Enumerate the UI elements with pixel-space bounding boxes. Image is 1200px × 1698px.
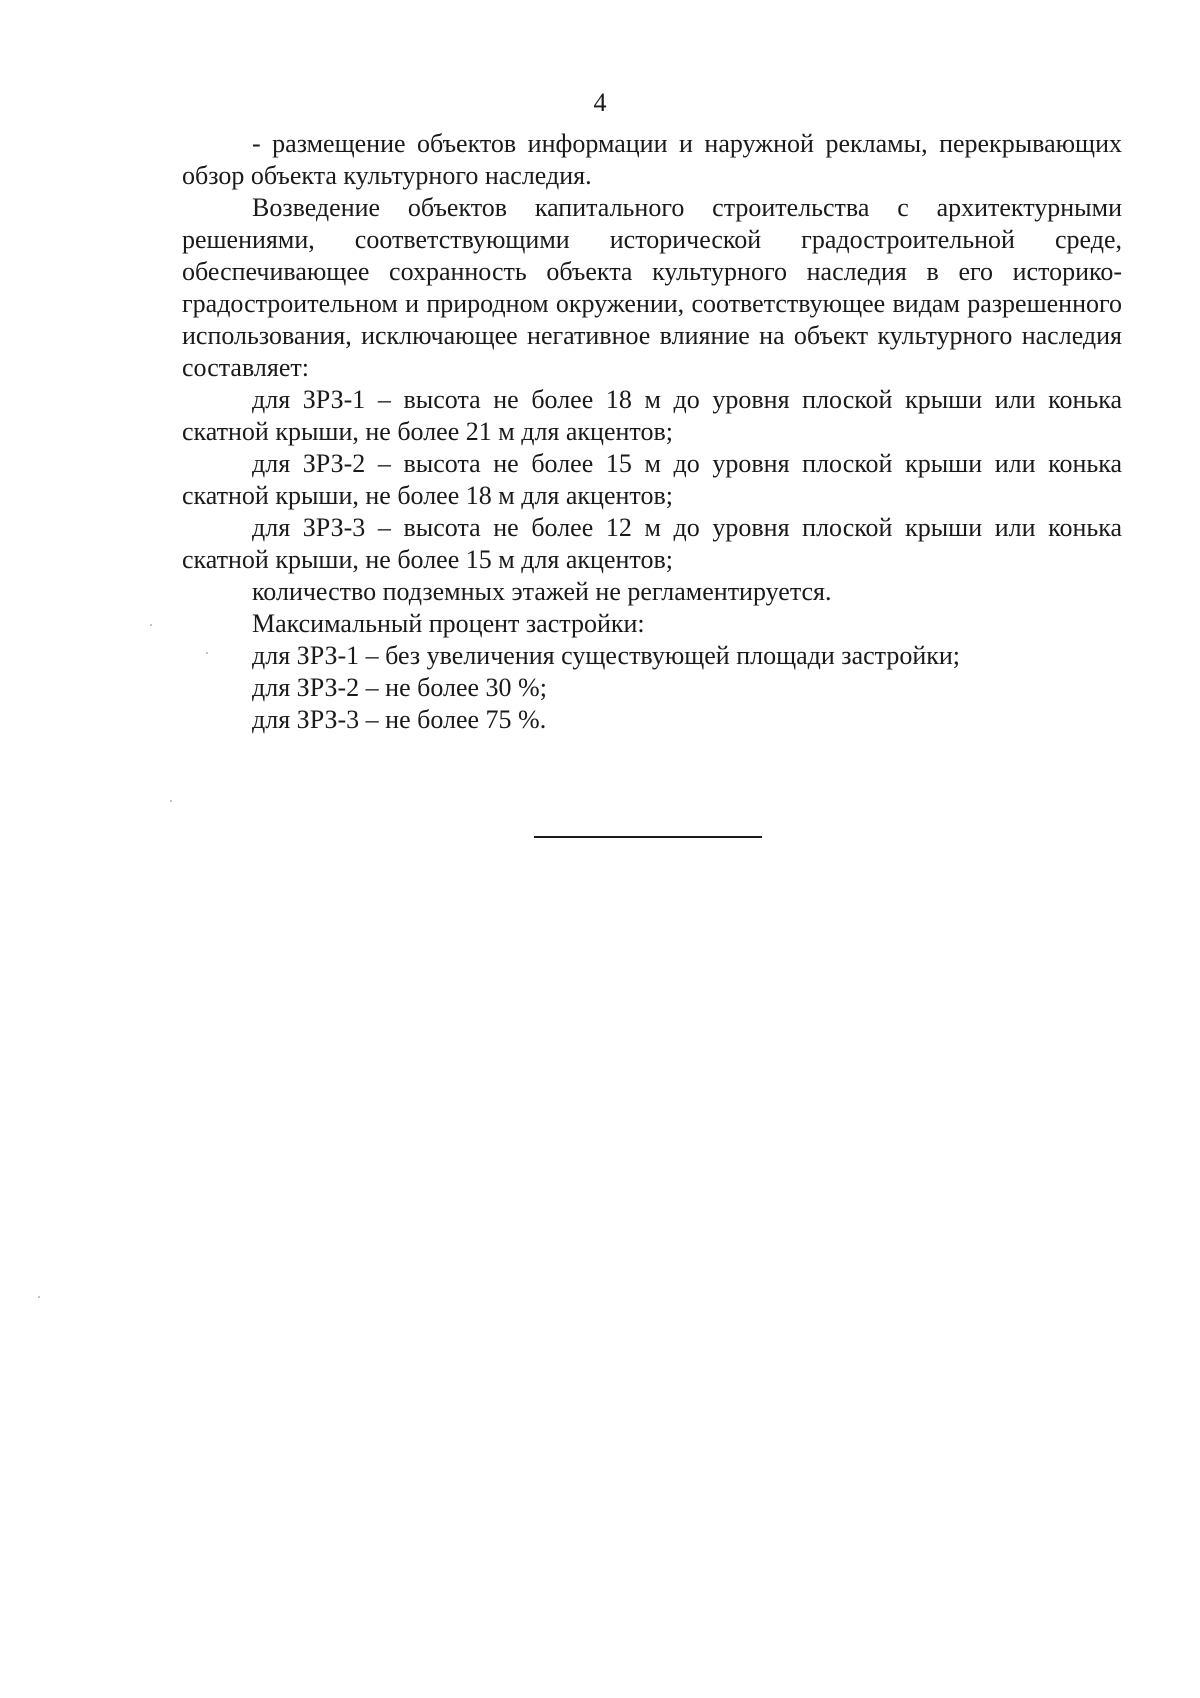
document-body (182, 128, 1122, 736)
page-number: 4 (593, 88, 607, 117)
paragraph-advertising-ban: - размещение объектов информации и наружной рекламы, перекрывающих обзор объекта культурного наследия. (182, 129, 1122, 190)
paragraph-zrz1-percent: для ЗРЗ-1 – без увеличения существующей площади застройки; (252, 641, 961, 670)
scan-speck (206, 652, 208, 654)
end-of-text-rule (534, 836, 762, 838)
paragraph-max-building-percent: Максимальный процент застройки: (252, 609, 645, 638)
paragraph-construction-requirements: Возведение объектов капитального строительства с архитектурными решениями, соответствующими исторической градостроительной среде, обеспечивающее сохранность объекта культурного наследия в его историко-градостроительном и природном окружении, соответствующее видам разрешенного использования, исключающее негативное влияние на объект культурного наследия составляет: (182, 193, 1122, 382)
paragraph-underground-floors: количество подземных этажей не регламентируется. (252, 577, 832, 606)
paragraph-zrz2-height: для ЗРЗ-2 – высота не более 15 м до уровня плоской крыши или конька скатной крыши, не более 18 м для акцентов; (182, 449, 1122, 510)
paragraph-zrz1-height: для ЗРЗ-1 – высота не более 18 м до уровня плоской крыши или конька скатной крыши, не более 21 м для акцентов; (182, 385, 1122, 446)
scan-speck (170, 800, 172, 802)
scan-speck (150, 624, 152, 626)
paragraph-zrz3-height: для ЗРЗ-3 – высота не более 12 м до уровня плоской крыши или конька скатной крыши, не более 15 м для акцентов; (182, 513, 1122, 574)
scan-speck (38, 1296, 40, 1298)
paragraph-zrz3-percent: для ЗРЗ-3 – не более 75 %. (252, 705, 547, 734)
paragraph-zrz2-percent: для ЗРЗ-2 – не более 30 %; (252, 673, 547, 702)
